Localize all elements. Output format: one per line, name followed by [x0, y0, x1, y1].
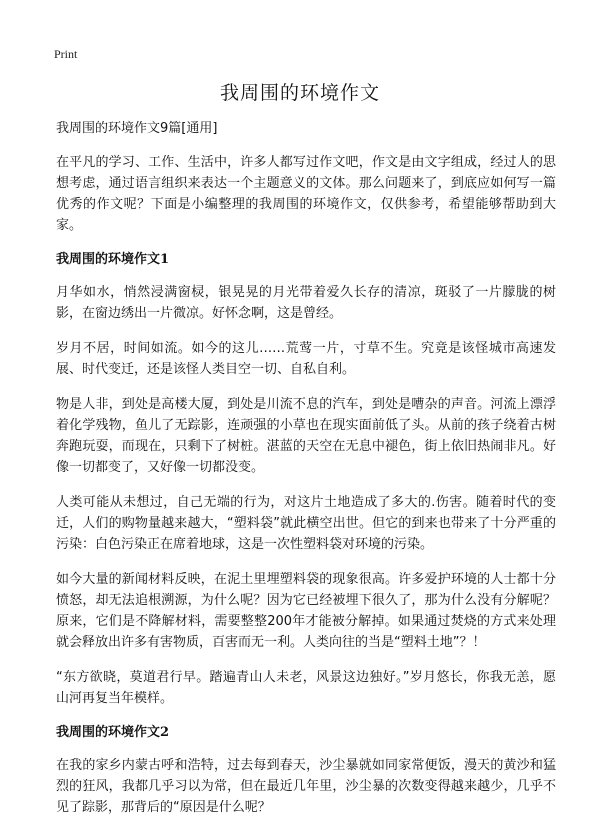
document-subtitle: 我周围的环境作文9篇[通用] — [56, 121, 218, 136]
document-body — [56, 118, 556, 832]
essay-paragraph: 月华如水，悄然浸满窗棂，银晃晃的月光带着爱久长存的清凉，斑驳了一片朦胧的树影，在窗边绣出一片微凉。好怀念啊，这是曾经。 — [56, 285, 556, 321]
print-link[interactable]: Print — [54, 47, 78, 61]
essay-paragraph: 岁月不居，时间如流。如今的这儿……荒莺一片，寸草不生。究竟是该怪城市高速发展、时代变迁，还是该怪人类目空一切、自私自利。 — [56, 341, 556, 377]
essay-heading: 我周围的环境作文2 — [56, 725, 170, 740]
essay-paragraph: “东方欲晓，莫道君行早。踏遍青山人未老，风景这边独好。”岁月悠长，你我无恙，愿山河再复当年模样。 — [56, 670, 556, 706]
essay-paragraph: 在我的家乡内蒙古呼和浩特，过去每到春天，沙尘暴就如同家常便饭，漫天的黄沙和猛烈的狂风，我都几乎习以为常，但在最近几年里，沙尘暴的次数变得越来越少，几乎不见了踪影，那背后的“原因是什么呢？ — [56, 758, 556, 815]
essay-heading: 我周围的环境作文1 — [56, 252, 170, 267]
intro-paragraph: 在平凡的学习、工作、生活中，许多人都写过作文吧，作文是由文字组成，经过人的思想考虑，通过语言组织来表达一个主题意义的文体。那么问题来了，到底应如何写一篇优秀的作文呢？下面是小编整理的我周围的环境作文，仅供参考，希望能够帮助到大家。 — [56, 155, 556, 233]
essay-paragraph: 物是人非，到处是高楼大厦，到处是川流不息的汽车，到处是嘈杂的声音。河流上漂浮着化学残物，鱼儿了无踪影，连顽强的小草也在现实面前低了头。从前的孩子绕着古树奔跑玩耍，而现在，只剩下了树桩。湛蓝的天空在无息中褪色，街上依旧热闹非凡。好像一切都变了，又好像一切都没变。 — [56, 397, 556, 475]
document-title: 我周围的环境作文 — [219, 82, 380, 104]
essay-paragraph: 人类可能从未想过，自己无端的行为，对这片土地造成了多大的.伤害。随着时代的变迁，人们的购物量越来越大，“塑料袋”就此横空出世。但它的到来也带来了十分严重的污染：白色污染正在席着地球，这是一次性塑料袋对环境的污染。 — [56, 495, 556, 552]
essay-paragraph: 如今大量的新闻材料反映，在泥土里埋塑料袋的现象很高。许多爱护环境的人士都十分愤怒，却无法追根溯源，为什么呢？因为它已经被埋下很久了，那为什么没有分解呢？原来，它们是不降解材料，需要整整200年才能被分解掉。如果通过焚烧的方式来处理就会释放出许多有害物质，百害而无一利。人类向往的当是“塑料土地”？！ — [56, 572, 556, 650]
